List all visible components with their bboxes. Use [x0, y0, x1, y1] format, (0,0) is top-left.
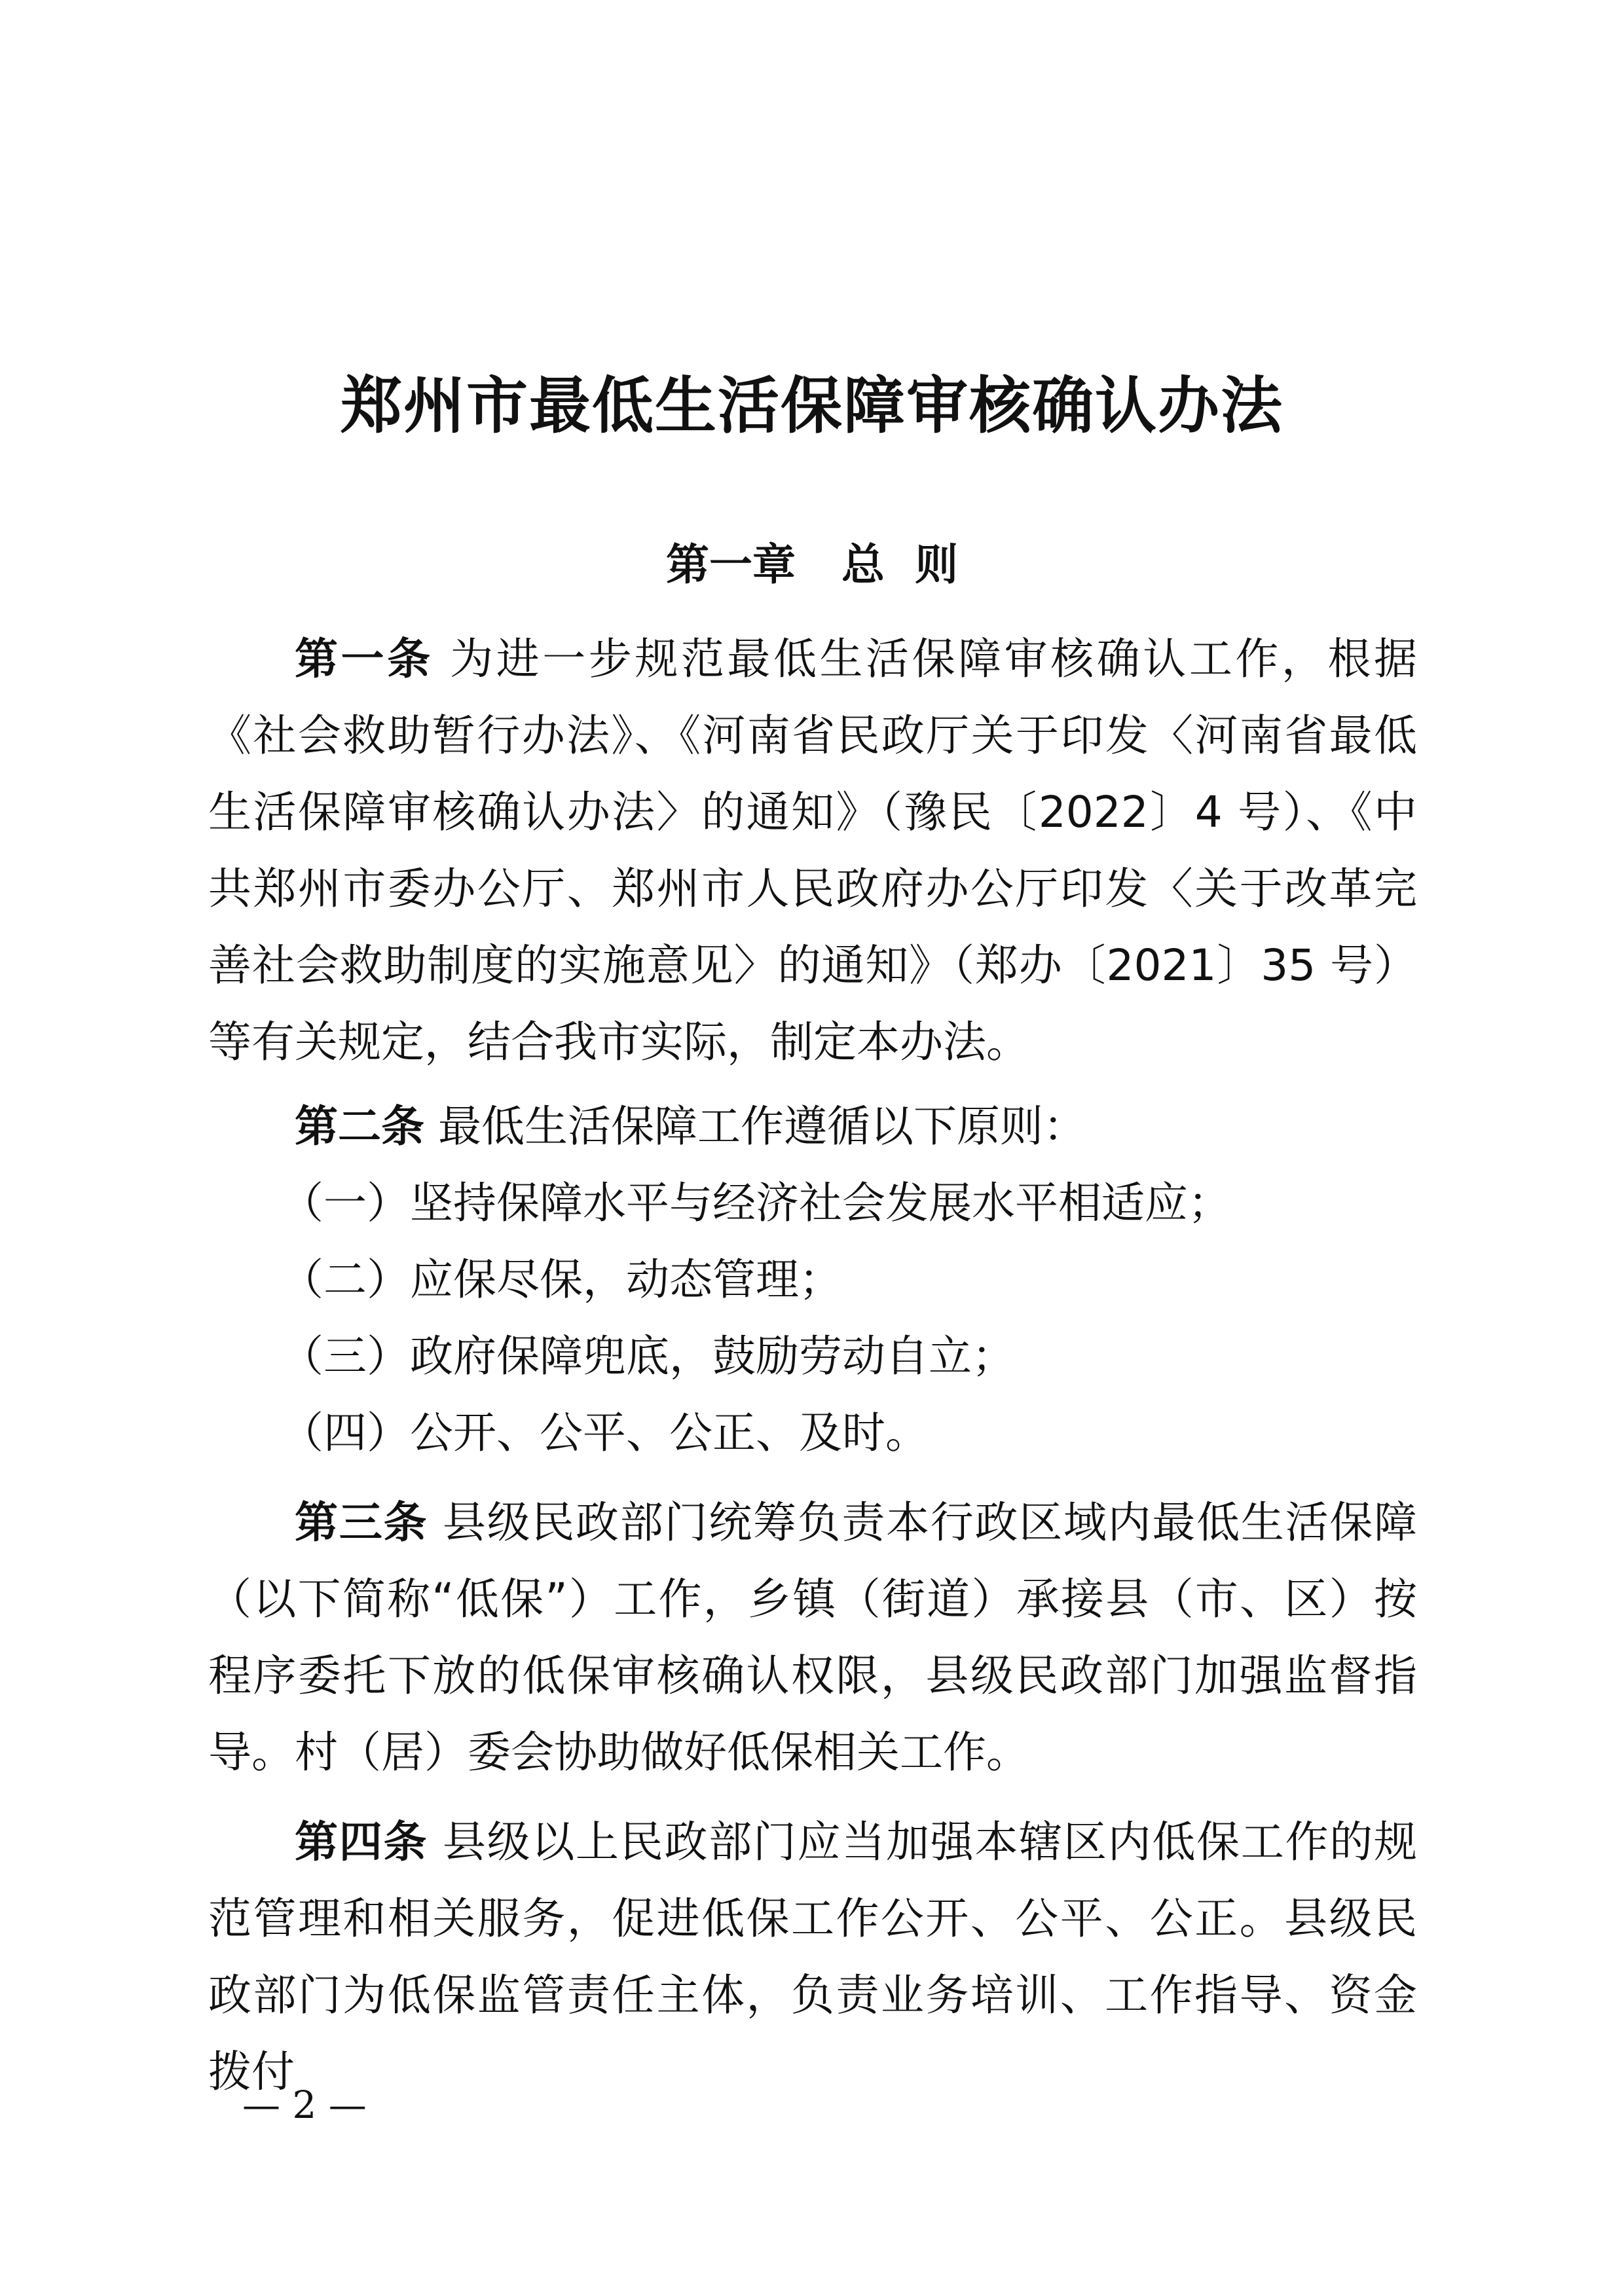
article-text: 为进一步规范最低生活保障审核确认工作，根据《社会救助暂行办法》、《河南省民政厅关于印发〈河南省最低生活保障审核确认办法〉的通知》（豫民〔2022〕4 号）、《中共郑州市委办公厅、郑州市人民政府办公厅印发〈关于改革完善社会救助制度的实施意见〉的通知》（郑办〔2021〕35 号）等有关规定，结合我市实际，制定本办法。	[208, 634, 1418, 1067]
article-label: 第二条	[295, 1101, 424, 1152]
list-item	[208, 1241, 1417, 1318]
article-label: 第四条	[295, 1816, 428, 1867]
chapter-number: 第一章	[666, 539, 796, 590]
article-text: 县级以上民政部门应当加强本辖区内低保工作的规范管理和相关服务，促进低保工作公开、公平、公正。县级民政部门为低保监管责任主体，负责业务培训、工作指导、资金拨付	[208, 1817, 1418, 2097]
article-paragraph	[208, 621, 1417, 1080]
article-paragraph	[208, 1088, 1417, 1165]
article-text: 县级民政部门统筹负责本行政区域内最低生活保障（以下简称“低保”）工作，乡镇（街道）承接县（市、区）按程序委托下放的低保审核确认权限，县级民政部门加强监督指导。村（居）委会协助做好低保相关工作。	[208, 1497, 1418, 1777]
list-item	[208, 1318, 1417, 1394]
article-label: 第一条	[295, 633, 434, 684]
list-item	[208, 1165, 1417, 1241]
list-item-text: （二）应保尽保，动态管理；	[280, 1254, 842, 1305]
article-paragraph	[208, 1484, 1417, 1791]
list-item	[208, 1394, 1417, 1471]
list-item-text: （一）坚持保障水平与经济社会发展水平相适应；	[280, 1178, 1231, 1228]
article-text: 最低生活保障工作遵循以下原则：	[437, 1101, 1086, 1152]
list-item-text: （三）政府保障兜底，鼓励劳动自立；	[280, 1331, 1015, 1381]
document-title: 郑州市最低生活保障审核确认办法	[340, 370, 1283, 442]
chapter-heading	[0, 536, 1624, 594]
article-paragraph	[208, 1804, 1417, 2110]
page-number: — 2 —	[242, 2083, 367, 2127]
document-body	[208, 621, 1417, 2110]
list-item-text: （四）公开、公平、公正、及时。	[280, 1408, 929, 1458]
chapter-name: 总 则	[841, 539, 958, 590]
article-label: 第三条	[295, 1497, 428, 1548]
